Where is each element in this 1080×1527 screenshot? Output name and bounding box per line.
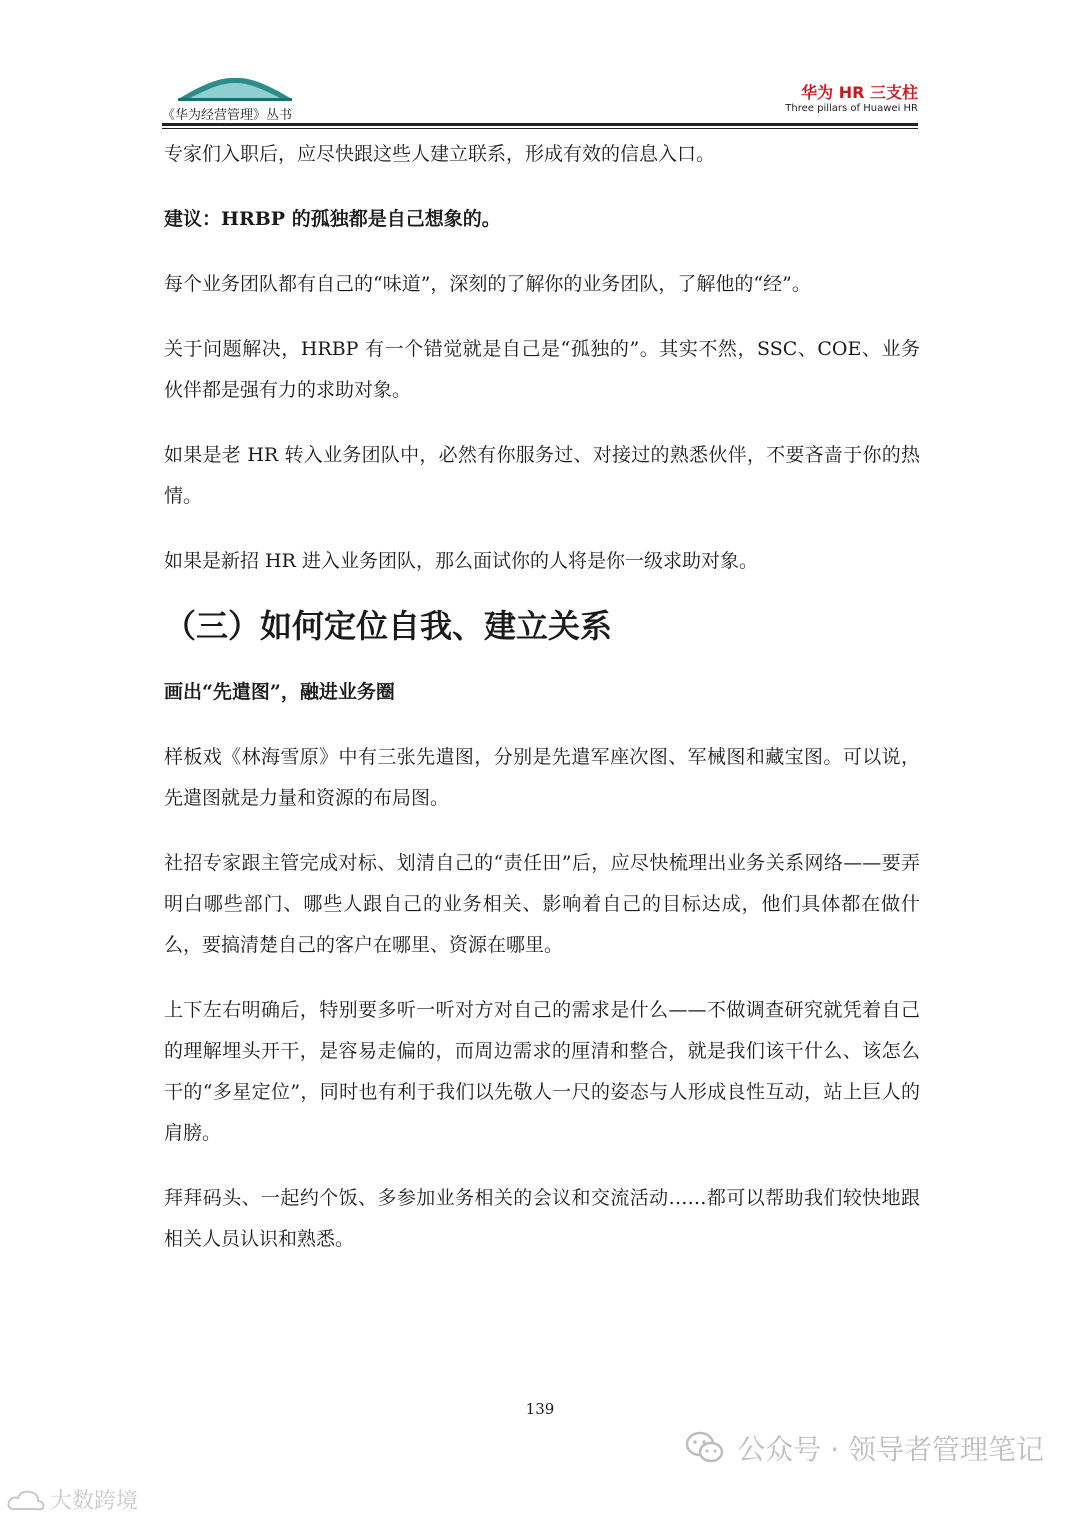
paragraph: 专家们入职后，应尽快跟这些人建立联系，形成有效的信息入口。 bbox=[164, 143, 716, 165]
brand-title-en: Three pillars of Huawei HR bbox=[785, 103, 918, 114]
paragraph: 如果是老 HR 转入业务团队中，必然有你服务过、对接过的熟悉伙伴，不要吝啬于你的热情。 bbox=[164, 444, 920, 507]
section-heading: （三）如何定位自我、建立关系 bbox=[164, 607, 613, 645]
mountain-logo-icon bbox=[176, 74, 294, 102]
series-title: 《华为经营管理》丛书 bbox=[162, 108, 293, 123]
paragraph: 样板戏《林海雪原》中有三张先遣图，分别是先遣军座次图、军械图和藏宝图。可以说，先遣图就是力量和资源的布局图。 bbox=[164, 746, 920, 809]
watermark-right-text: 公众号 · 领导者管理笔记 bbox=[737, 1433, 1044, 1466]
header-rule-thin bbox=[162, 128, 918, 129]
page-number: 139 bbox=[525, 1400, 555, 1418]
watermark-left-text: 大数跨境 bbox=[50, 1489, 139, 1514]
watermark-right bbox=[685, 1428, 1044, 1468]
wechat-icon bbox=[685, 1431, 725, 1465]
brand-block bbox=[785, 84, 918, 116]
page-header bbox=[162, 74, 918, 130]
page-body bbox=[164, 134, 920, 1260]
paragraph: 每个业务团队都有自己的“味道”，深刻的了解你的业务团队，了解他的“经”。 bbox=[164, 273, 811, 295]
paragraph: 关于问题解决，HRBP 有一个错觉就是自己是“孤独的”。其实不然，SSC、COE、业务伙伴都是强有力的求助对象。 bbox=[164, 338, 920, 401]
subheading: 画出“先遣图”，融进业务圈 bbox=[164, 681, 395, 703]
paragraph: 上下左右明确后，特别要多听一听对方对自己的需求是什么——不做调查研究就凭着自己的理解埋头开干，是容易走偏的，而周边需求的厘清和整合，就是我们该干什么、该怎么干的“多星定位”，同时也有利于我们以先敬人一尺的姿态与人形成良性互动，站上巨人的肩膀。 bbox=[164, 999, 920, 1144]
brand-title-cn: 华为 HR 三支柱 bbox=[801, 83, 918, 102]
advice-heading: 建议：HRBP 的孤独都是自己想象的。 bbox=[164, 208, 501, 230]
header-rule-thick bbox=[162, 123, 918, 126]
paragraph: 如果是新招 HR 进入业务团队，那么面试你的人将是你一级求助对象。 bbox=[164, 550, 758, 572]
cloud-icon bbox=[6, 1487, 46, 1513]
paragraph: 拜拜码头、一起约个饭、多参加业务相关的会议和交流活动……都可以帮助我们较快地跟相关人员认识和熟悉。 bbox=[164, 1187, 920, 1250]
paragraph: 社招专家跟主管完成对标、划清自己的“责任田”后，应尽快梳理出业务关系网络——要弄明白哪些部门、哪些人跟自己的业务相关、影响着自己的目标达成，他们具体都在做什么，要搞清楚自己的客户在哪里、资源在哪里。 bbox=[164, 852, 920, 956]
watermark-left bbox=[6, 1484, 138, 1515]
